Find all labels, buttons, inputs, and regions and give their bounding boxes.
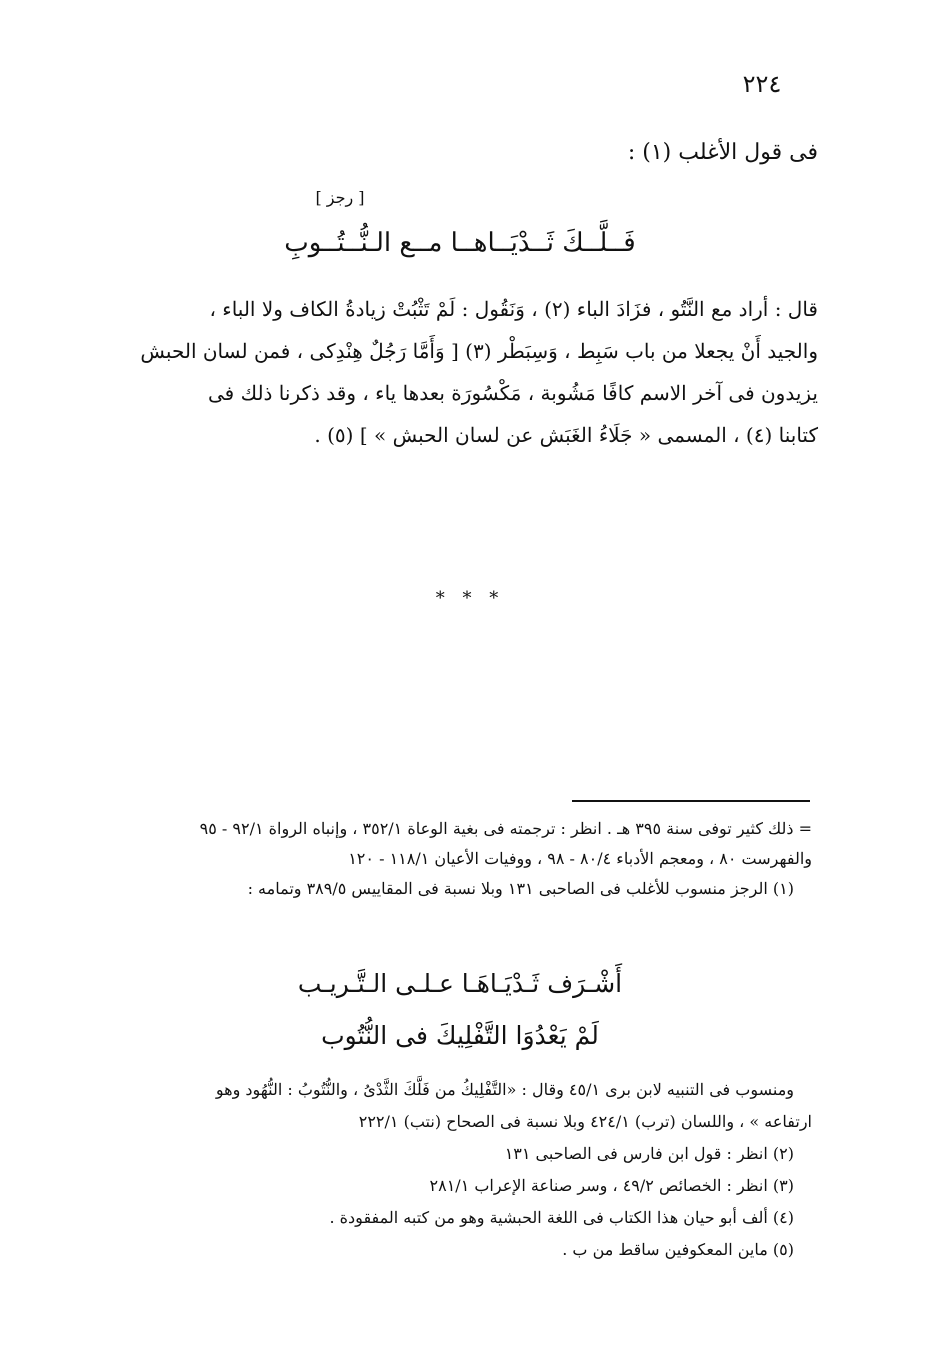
- section-separator: * * *: [435, 588, 505, 609]
- footnote-verse-line: أَشْـرَف ثَـدْيَـاهَـا عـلـى الـتَّـريـب: [297, 969, 623, 998]
- footnote-5: (٥) ماين المعكوفين ساقط من ب .: [562, 1240, 794, 1259]
- footnote-verses: [250, 958, 670, 1062]
- footnote-3: (٣) انظر : الخصائص ٤٩/٢ ، وسر صناعة الإعراب ٢٨١/١: [429, 1176, 794, 1195]
- main-line: والجيد أَنْ يجعلا من باب سَبِط ، وَسِبَطْر (٣) [ وَأَمَّا رَجُلٌ هِنْدِكى ، فمن لسان الحبش: [140, 339, 818, 363]
- meter-label: [ رجز ]: [315, 188, 365, 207]
- main-line: كتابنا (٤) ، المسمى « جَلَاءُ الغَبَش عن لسان الحبش » ] (٥) .: [314, 423, 818, 447]
- footnote-4: (٤) ألف أبو حيان هذا الكتاب فى اللغة الحبشية وهو من كتبه المفقودة .: [329, 1208, 794, 1227]
- intro-line: فى قول الأغلب (١) :: [627, 140, 818, 165]
- main-line: يزيدون فى آخر الاسم كافًا مَشُوبة ، مَكْسُورَة بعدها ياء ، وقد ذكرنا ذلك فى: [208, 381, 818, 405]
- footnote-verse-line: لَمْ يَعْدُوَا التَّفْلِيكَ فى النُّتُوب: [321, 1021, 599, 1050]
- verse-line: فَــلَّــكَ ثَــدْيَــاهــا مــع الـنُّــتُــوبِ: [284, 228, 636, 258]
- footnote-divider: [572, 800, 810, 802]
- footnotes-top: [112, 814, 812, 904]
- footnote-1: (١) الرجز منسوب للأغلب فى الصاحبى ١٣١ وبلا نسبة فى المقاييس ٣٨٩/٥ وتمامه :: [247, 879, 794, 898]
- footnote-line: والفهرست ٨٠ ، ومعجم الأدباء ٨٠/٤ - ٩٨ ، ووفيات الأعيان ١١٨/١ - ١٢٠: [348, 849, 812, 868]
- footnote-line: = ذلك كثير توفى سنة ٣٩٥ هـ . انظر : ترجمته فى بغية الوعاة ٣٥٢/١ ، وإنباه الرواة ٩٢/١ - ٩٥: [199, 819, 812, 838]
- footnote-2: (٢) انظر : قول ابن فارس فى الصاحبى ١٣١: [504, 1144, 794, 1163]
- page-number: ٢٢٤: [742, 70, 782, 98]
- footnote-line: ارتفاعه » ، واللسان (ترب) ٤٢٤/١ وبلا نسبة فى الصحاح (نتب) ٢٢٢/١: [358, 1112, 812, 1131]
- main-line: قال : أراد مع النَّتُو ، فزَادَ الباء (٢) ، وَنَقُول : لَمْ تَثْبُتْ زيادةُ الكاف ولا الباء ،: [209, 297, 818, 321]
- footnotes-bottom: [112, 1074, 812, 1266]
- footnote-line: ومنسوب فى التنبيه لابن برى ٤٥/١ وقال : «التَّفْلِيكُ من فَلَّكَ الثَّدْىُ ، والنُّتُوبُ : النُّهُود وهو: [215, 1080, 794, 1099]
- main-paragraph: [128, 288, 818, 456]
